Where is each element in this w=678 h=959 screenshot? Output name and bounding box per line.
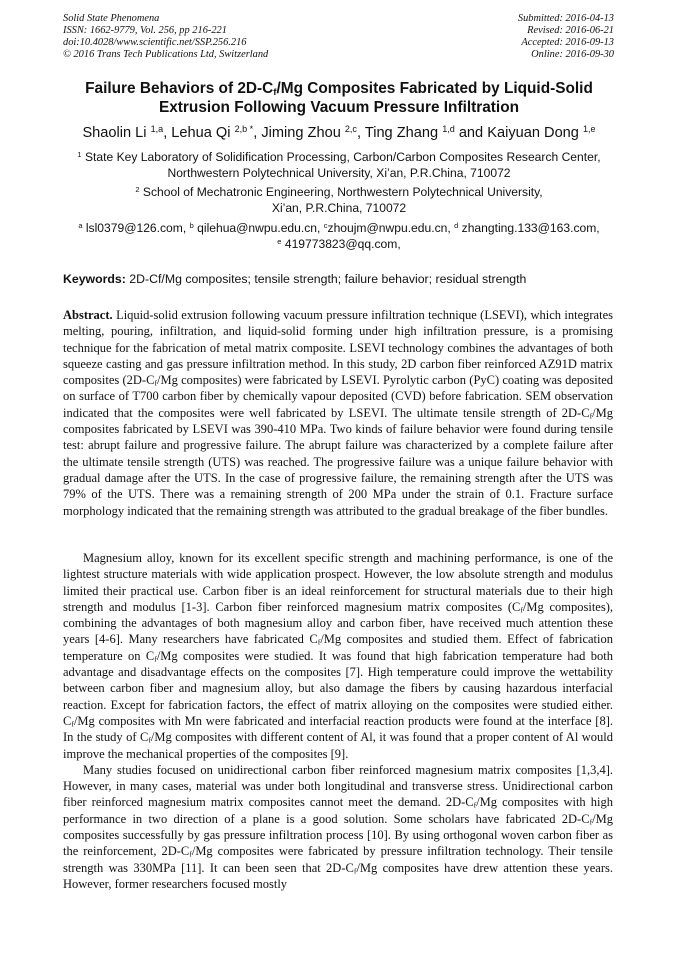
email-line: [40, 220, 638, 236]
journal-issn: ISSN: 1662-9779, Vol. 256, pp 216-221: [63, 25, 227, 36]
email-line: [40, 236, 638, 252]
paper-title: [40, 79, 638, 117]
email-link[interactable]: zhoujm@nwpu.edu.cn,: [327, 221, 451, 235]
subscript-f: f: [317, 638, 321, 648]
email-marker: d: [454, 220, 459, 230]
author-affil: 2,b *: [234, 124, 254, 135]
author-affil: 2,c: [344, 124, 357, 135]
author-name: Lehua Qi: [171, 125, 231, 141]
affiliation-1: [40, 149, 638, 181]
affiliation-line: [40, 184, 638, 200]
journal-copyright: © 2016 Trans Tech Publications Ltd, Switzerland: [63, 49, 269, 60]
title-line-1: [40, 79, 638, 98]
body-text: Magnesium alloy, known for its excellent specific strength and machining performance, is one of the lightest structure materials with wide application prospect. However, the low absolute strength and modulus limited their practical use. Carbon fiber is an ideal reinforcement for structural materials due to their high strength and modulus [1-3]. Carbon fiber reinforced magnesium matrix composites (C: [63, 551, 613, 614]
email-link[interactable]: 419773823@qq.com,: [284, 237, 401, 251]
email-link[interactable]: qilehua@nwpu.edu.cn,: [197, 221, 321, 235]
affiliation-text: Northwestern Polytechnical University, Xi’an, P.R.China, 710072: [167, 166, 511, 180]
author-affil: 1,d: [442, 124, 455, 135]
author-affil: 1,e: [582, 124, 596, 135]
keywords-label: Keywords:: [63, 272, 126, 286]
subscript-f: f: [71, 719, 74, 729]
title-text: Failure Behaviors of 2D-C: [85, 80, 274, 97]
abstract-text: Liquid-solid extrusion following vacuum pressure infiltration technique (LSEVI), which integrates melting, pouring, infiltration, and liquid-solid forming under high infiltration pressure, is a promising technique for the fabrication of metal matrix composite. LSEVI technology combines the advantages of both squeeze casting and gas pressure infiltration method. In this study, 2D carbon fiber reinforced AZ91D matrix composites (2D-C: [63, 308, 613, 388]
author-name: Jiming Zhou: [261, 125, 341, 141]
body-text: /Mg composites with high performance in two direction of a plane is a good solution. Some scholars have fabricated 2D-C: [63, 795, 613, 826]
date-online: Online: 2016-09-30: [531, 49, 614, 60]
affiliation-2: [40, 184, 638, 216]
keywords-text: 2D-Cf/Mg composites; tensile strength; failure behavior; residual strength: [129, 272, 527, 286]
body-text: /Mg composites with different content of Al, it was found that a proper content of Al would improve the mechanical properties of the composites [9].: [63, 730, 613, 761]
email-marker: a: [78, 220, 83, 230]
title-text: /Mg Composites Fabricated by Liquid-Solid: [276, 80, 593, 97]
email-marker: e: [277, 236, 282, 246]
body-text: /Mg composites were studied. It was found that high fabrication temperature had both advantage and disadvantage effects on the composites [7]. High temperature could improve the wettability between carbon fiber and magnesium alloy, but also damage the fibers by causing hazardous interfacial reaction. Except for fabrication factors, the effect of matrix alloying on the composites were studied either. C: [63, 648, 613, 728]
author-name: Shaolin Li: [82, 125, 147, 141]
keywords: [63, 271, 526, 287]
subscript-f: f: [589, 817, 593, 827]
subscript-f: f: [353, 866, 357, 876]
abstract: [63, 307, 613, 519]
affiliation-number: 1: [77, 149, 82, 159]
subscript-f: f: [154, 378, 158, 388]
dates-header: [518, 13, 614, 61]
abstract-text: /Mg composites) were fabricated by LSEVI. Pyrolytic carbon (PyC) coating was deposited on surface of T700 carbon fiber by chemically vapour deposited (CVD) before fabrication. SEM observation indicated that the composites were well fabricated by LSEVI. The ultimate tensile strength of 2D-C: [63, 373, 613, 420]
journal-doi: doi:10.4028/www.scientific.net/SSP.256.216: [63, 37, 247, 48]
author-name: Kaiyuan Dong: [487, 125, 579, 141]
intro-paragraph-2: [63, 762, 613, 892]
author-list: Shaolin Li $^{1,a}$, Lehua Qi $^{2,b *}$, Jiming Zhou $^{2,c}$, Ting Zhang $^{1,d}$ and Kaiyuan Dong $^{1,e}$: [82, 124, 596, 141]
title-line-2: Extrusion Following Vacuum Pressure Infiltration: [158, 99, 520, 116]
email-link[interactable]: zhangting.133@163.com,: [461, 221, 600, 235]
affiliation-number: 2: [135, 184, 140, 194]
subscript-f: f: [589, 411, 593, 421]
body-text: /Mg composites successfully by gas pressure infiltration process [10]. By using orthogonal woven carbon fiber as the reinforcement, 2D-C: [63, 811, 613, 859]
email-marker: c: [323, 220, 328, 230]
date-accepted: Accepted: 2016-09-13: [521, 37, 614, 48]
body-text: Many studies focused on unidirectional carbon fiber reinforced magnesium matrix composites [1,3,4]. However, in many cases, material was under both longitudinal and transverse stress. Unidirectional carbon fiber reinforced magnesium matrix composites cannot meet the demand. 2D-C: [63, 762, 613, 810]
affiliation-line: [40, 149, 638, 165]
email-link[interactable]: lsl0379@126.com,: [85, 221, 187, 235]
subscript-f: f: [473, 801, 477, 810]
abstract-label: Abstract.: [63, 308, 113, 322]
intro-paragraph-1: [63, 550, 613, 762]
journal-header: [63, 13, 268, 61]
date-revised: Revised: 2016-06-21: [527, 25, 614, 36]
abstract-paragraph: [63, 307, 613, 519]
subscript-f: f: [148, 735, 151, 745]
date-submitted: Submitted: 2016-04-13: [517, 13, 614, 24]
body-text: /Mg composites with Mn were fabricated and interfacial reaction products were found at the interface [8]. In the study of C: [63, 713, 613, 745]
body-text: /Mg composites have drew attention these years. However, former researchers focused mostly: [63, 860, 613, 891]
introduction: [63, 550, 613, 892]
author-emails: [40, 220, 638, 252]
subscript-f: f: [520, 605, 523, 615]
affiliation-text: School of Mechatronic Engineering, Northwestern Polytechnical University,: [142, 185, 543, 199]
author-affil: 1,a: [150, 124, 164, 135]
subscript-f: f: [154, 654, 157, 664]
affiliation-text: State Key Laboratory of Solidification Processing, Carbon/Carbon Composites Research Center,: [84, 150, 601, 164]
title-subscript: f: [273, 86, 277, 98]
body-text: /Mg composites and studied them. Effect of fabrication temperature on C: [63, 632, 613, 663]
subscript-f: f: [189, 849, 192, 859]
affiliation-text: Xi’an, P.R.China, 710072: [271, 201, 407, 215]
journal-name: Solid State Phenomena: [63, 13, 160, 24]
abstract-text: /Mg composites fabricated by LSEVI was 390-410 MPa. Two kinds of failure behavior were found during tensile test: abrupt failure and progressive failure. The abrupt failure was characterized by a complete failure after the ultimate tensile strength (UTS) was reached. The progressive failure was a unique failure behavior with gradual damage after the UTS. In the case of progressive failure, the remaining strength after the UTS was 79% of the UTS. There was a remaining strength of 200 MPa under the strain of 0.1. Fracture surface morphology indicated that the remaining strength was attributed to the gradual breakage of the fiber bundles.: [63, 405, 613, 518]
body-text: /Mg composites), combining the advantages of both magnesium alloy and carbon fiber, have received much attention these years [4-6]. Many researchers have fabricated C: [63, 599, 613, 647]
body-text: /Mg composites were fabricated by pressure infiltration technology. Their tensile strength was 330MPa [11]. It can been seen that 2D-C: [63, 844, 613, 875]
email-marker: b: [189, 220, 194, 230]
author-name: Ting Zhang: [364, 125, 439, 141]
